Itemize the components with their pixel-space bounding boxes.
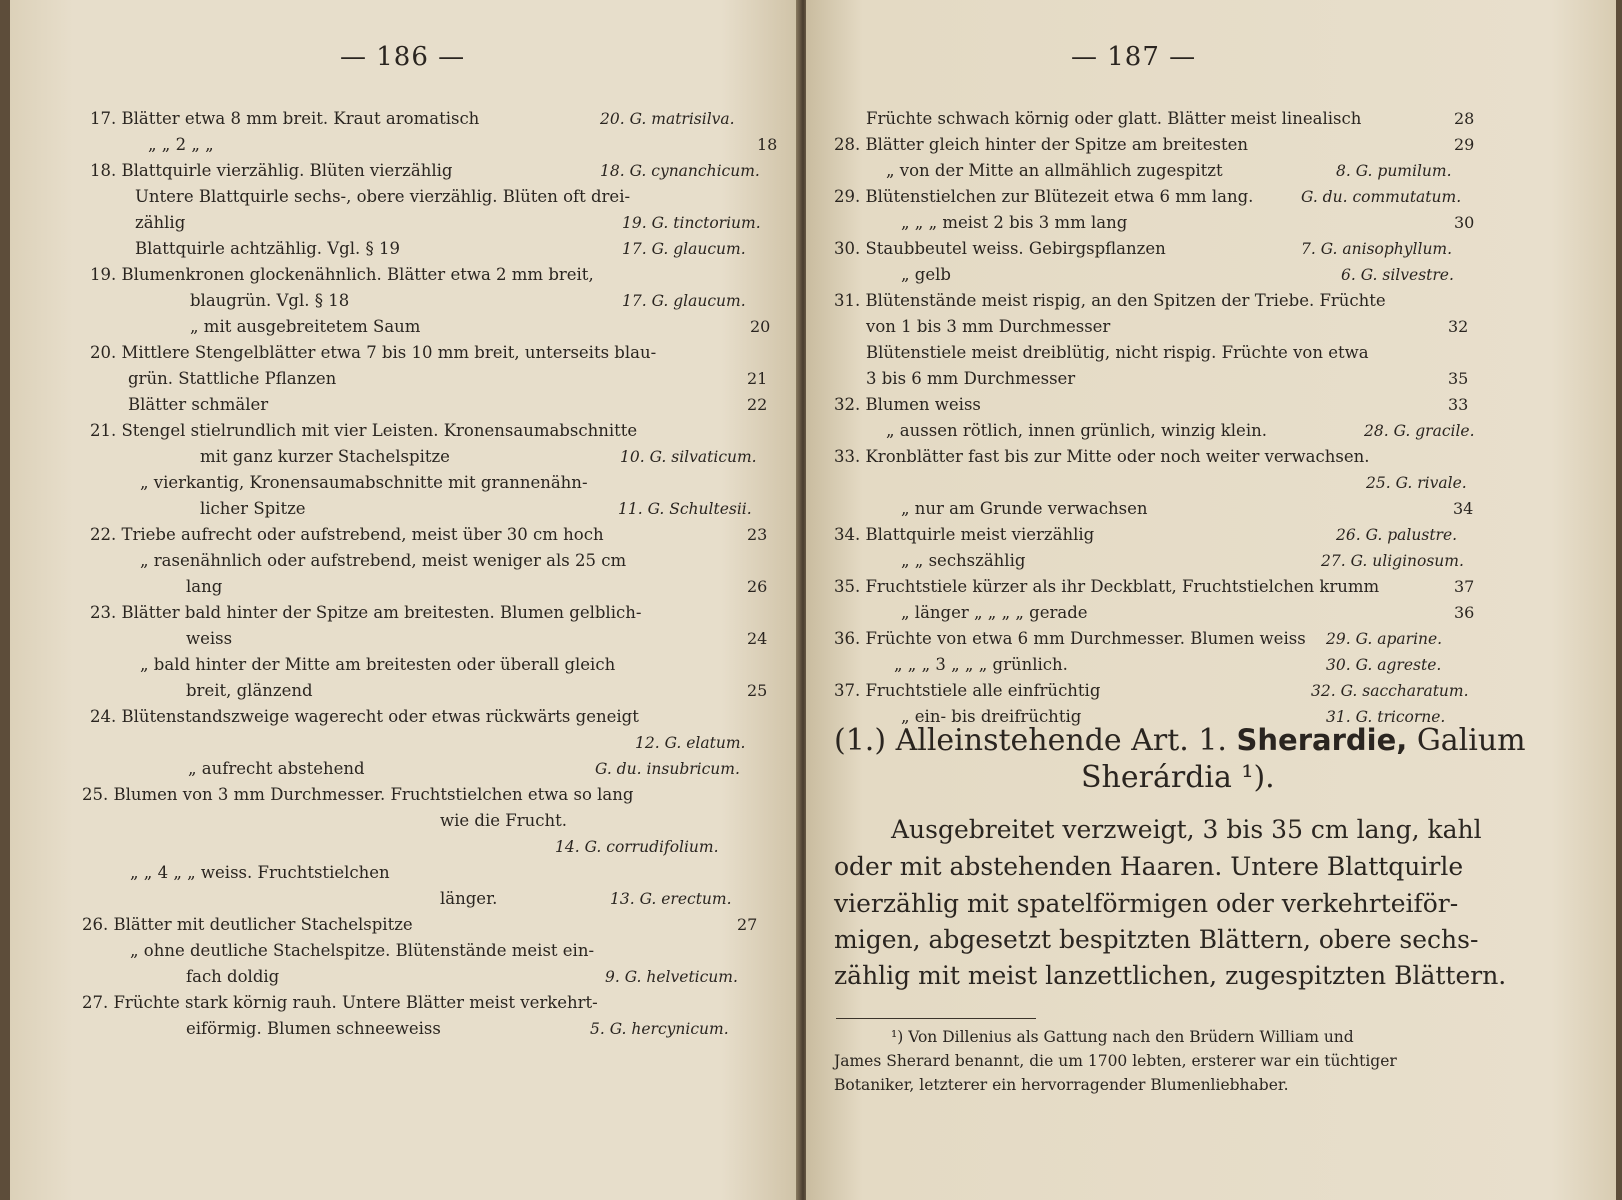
text-line: Blütenstiele meist dreiblütig, nicht rispig. Früchte von etwa [866, 343, 1369, 362]
species-reference: G. du. insubricum. [595, 760, 740, 778]
cross-reference-number: 23 [747, 525, 768, 544]
right-page [806, 0, 1616, 1200]
text-line: „ ein- bis dreifrüchtig [901, 707, 1082, 726]
species-reference: 13. G. erectum. [610, 890, 732, 908]
species-reference: 19. G. tinctorium. [622, 214, 761, 232]
body-line: zählig mit meist lanzettlichen, zugespitzten Blättern. [834, 961, 1507, 990]
species-reference: 18. G. cynanchicum. [600, 162, 760, 180]
cross-reference-number: 18 [757, 135, 778, 154]
species-reference: 12. G. elatum. [635, 734, 746, 752]
text-line: 31. Blütenstände meist rispig, an den Spitzen der Triebe. Früchte [834, 291, 1386, 310]
cross-reference-number: 24 [747, 629, 768, 648]
text-line: „ vierkantig, Kronensaumabschnitte mit grannenähn- [140, 473, 588, 492]
text-line: eiförmig. Blumen schneeweiss [186, 1019, 441, 1038]
text-line: fach doldig [186, 967, 280, 986]
text-line: „ mit ausgebreitetem Saum [190, 317, 421, 336]
text-line: 20. Mittlere Stengelblätter etwa 7 bis 10 mm breit, unterseits blau- [90, 343, 657, 362]
body-line: Ausgebreitet verzweigt, 3 bis 35 cm lang, kahl [891, 815, 1482, 844]
species-reference: 14. G. corrudifolium. [555, 838, 719, 856]
section-heading [834, 722, 1526, 759]
text-line: 28. Blätter gleich hinter der Spitze am breitesten [834, 135, 1248, 154]
text-line: „ „ „ meist 2 bis 3 mm lang [901, 213, 1128, 232]
cross-reference-number: 25 [747, 681, 768, 700]
text-line: grün. Stattliche Pflanzen [128, 369, 337, 388]
species-reference: 31. G. tricorne. [1326, 708, 1446, 726]
species-reference: 26. G. palustre. [1336, 526, 1458, 544]
species-reference: 6. G. silvestre. [1341, 266, 1454, 284]
page-number: — 187 — [1071, 42, 1197, 72]
species-reference: 27. G. uliginosum. [1321, 552, 1464, 570]
text-line: „ „ 2 „ „ [148, 135, 214, 154]
text-line: „ „ „ 3 „ „ „ grünlich. [894, 655, 1068, 674]
heading-bold: Sherardie, [1236, 723, 1408, 757]
species-reference: 9. G. helveticum. [605, 968, 738, 986]
cross-reference-number: 37 [1454, 577, 1475, 596]
text-line: Blätter schmäler [128, 395, 269, 414]
cross-reference-number: 21 [747, 369, 768, 388]
text-line: 3 bis 6 mm Durchmesser [866, 369, 1076, 388]
text-line: weiss [186, 629, 233, 648]
text-line: „ gelb [901, 265, 951, 284]
species-reference: 7. G. anisophyllum. [1301, 240, 1453, 258]
text-line: breit, glänzend [186, 681, 313, 700]
text-line: 23. Blätter bald hinter der Spitze am breitesten. Blumen gelblich- [90, 603, 642, 622]
footnote-line: ¹) Von Dillenius als Gattung nach den Brüdern William und [891, 1028, 1354, 1046]
species-reference: 32. G. saccharatum. [1311, 682, 1469, 700]
text-line: 27. Früchte stark körnig rauh. Untere Blätter meist verkehrt- [82, 993, 598, 1012]
text-line: 25. Blumen von 3 mm Durchmesser. Fruchtstielchen etwa so lang [82, 785, 634, 804]
text-line: Untere Blattquirle sechs-, obere vierzählig. Blüten oft drei- [135, 187, 631, 206]
species-reference: 30. G. agreste. [1326, 656, 1442, 674]
text-line: lang [186, 577, 223, 596]
body-line: vierzählig mit spatelförmigen oder verkehrteiför- [834, 889, 1459, 918]
text-line: 36. Früchte von etwa 6 mm Durchmesser. Blumen weiss [834, 629, 1306, 648]
text-line: 19. Blumenkronen glockenähnlich. Blätter etwa 2 mm breit, [90, 265, 594, 284]
text-line: wie die Frucht. [440, 811, 567, 830]
text-line: 29. Blütenstielchen zur Blütezeit etwa 6 mm lang. [834, 187, 1254, 206]
body-line: migen, abgesetzt bespitzten Blättern, obere sechs- [834, 925, 1479, 954]
heading-suffix: Galium [1416, 723, 1526, 758]
text-line: „ bald hinter der Mitte am breitesten oder überall gleich [140, 655, 616, 674]
text-line: licher Spitze [200, 499, 306, 518]
species-reference: 25. G. rivale. [1366, 474, 1467, 492]
species-reference: 28. G. gracile. [1364, 422, 1475, 440]
text-line: 18. Blattquirle vierzählig. Blüten vierzählig [90, 161, 453, 180]
text-line: „ nur am Grunde verwachsen [901, 499, 1148, 518]
text-line: 30. Staubbeutel weiss. Gebirgspflanzen [834, 239, 1166, 258]
text-line: 21. Stengel stielrundlich mit vier Leisten. Kronensaumabschnitte [90, 421, 638, 440]
cross-reference-number: 32 [1448, 317, 1469, 336]
text-line: 26. Blätter mit deutlicher Stachelspitze [82, 915, 413, 934]
text-line: „ ohne deutliche Stachelspitze. Blütenstände meist ein- [130, 941, 595, 960]
species-reference: 17. G. glaucum. [622, 240, 746, 258]
cross-reference-number: 36 [1454, 603, 1475, 622]
cross-reference-number: 27 [737, 915, 758, 934]
text-line: mit ganz kurzer Stachelspitze [200, 447, 450, 466]
text-line: 32. Blumen weiss [834, 395, 981, 414]
cross-reference-number: 29 [1454, 135, 1475, 154]
cross-reference-number: 30 [1454, 213, 1475, 232]
footnote-line: James Sherard benannt, die um 1700 lebten, ersterer war ein tüchtiger [834, 1052, 1397, 1070]
left-page [10, 0, 801, 1200]
text-line: 34. Blattquirle meist vierzählig [834, 525, 1095, 544]
page-number: — 186 — [340, 42, 466, 72]
species-reference: 11. G. Schultesii. [618, 500, 752, 518]
text-line: 37. Fruchtstiele alle einfrüchtig [834, 681, 1101, 700]
cross-reference-number: 28 [1454, 109, 1475, 128]
text-line: 22. Triebe aufrecht oder aufstrebend, meist über 30 cm hoch [90, 525, 604, 544]
text-line: „ von der Mitte an allmählich zugespitzt [886, 161, 1223, 180]
text-line: „ aussen rötlich, innen grünlich, winzig klein. [886, 421, 1267, 440]
text-line: 24. Blütenstandszweige wagerecht oder etwas rückwärts geneigt [90, 707, 639, 726]
text-line: blaugrün. Vgl. § 18 [190, 291, 350, 310]
text-line: 17. Blätter etwa 8 mm breit. Kraut aromatisch [90, 109, 480, 128]
species-reference: 8. G. pumilum. [1336, 162, 1452, 180]
species-reference: 17. G. glaucum. [622, 292, 746, 310]
cross-reference-number: 34 [1453, 499, 1474, 518]
text-line: zählig [135, 213, 186, 232]
text-line: länger. [440, 889, 498, 908]
text-line: von 1 bis 3 mm Durchmesser [866, 317, 1111, 336]
cross-reference-number: 35 [1448, 369, 1469, 388]
footnote-line: Botaniker, letzterer ein hervorragender Blumenliebhaber. [834, 1076, 1289, 1094]
text-line: „ „ 4 „ „ weiss. Fruchtstielchen [130, 863, 390, 882]
species-reference: 10. G. silvaticum. [620, 448, 757, 466]
cross-reference-number: 22 [747, 395, 768, 414]
heading-prefix: (1.) Alleinstehende Art. 1. [834, 723, 1227, 758]
footnote-rule [836, 1018, 1036, 1019]
species-reference: 5. G. hercynicum. [590, 1020, 729, 1038]
species-reference: 29. G. aparine. [1326, 630, 1443, 648]
text-line: 35. Fruchtstiele kürzer als ihr Deckblatt, Fruchtstielchen krumm [834, 577, 1380, 596]
cross-reference-number: 20 [750, 317, 771, 336]
text-line: „ aufrecht abstehend [188, 759, 365, 778]
text-line: Blattquirle achtzählig. Vgl. § 19 [135, 239, 400, 258]
species-reference: 20. G. matrisilva. [600, 110, 735, 128]
text-line: Früchte schwach körnig oder glatt. Blätter meist linealisch [866, 109, 1362, 128]
cross-reference-number: 33 [1448, 395, 1469, 414]
cross-reference-number: 26 [747, 577, 768, 596]
body-line: oder mit abstehenden Haaren. Untere Blattquirle [834, 852, 1464, 881]
section-heading-line2: Sherárdia ¹). [1081, 760, 1275, 795]
text-line: „ länger „ „ „ „ gerade [901, 603, 1088, 622]
text-line: „ „ sechszählig [901, 551, 1026, 570]
species-reference: G. du. commutatum. [1301, 188, 1462, 206]
text-line: 33. Kronblätter fast bis zur Mitte oder noch weiter verwachsen. [834, 447, 1370, 466]
text-line: „ rasenähnlich oder aufstrebend, meist weniger als 25 cm [140, 551, 627, 570]
